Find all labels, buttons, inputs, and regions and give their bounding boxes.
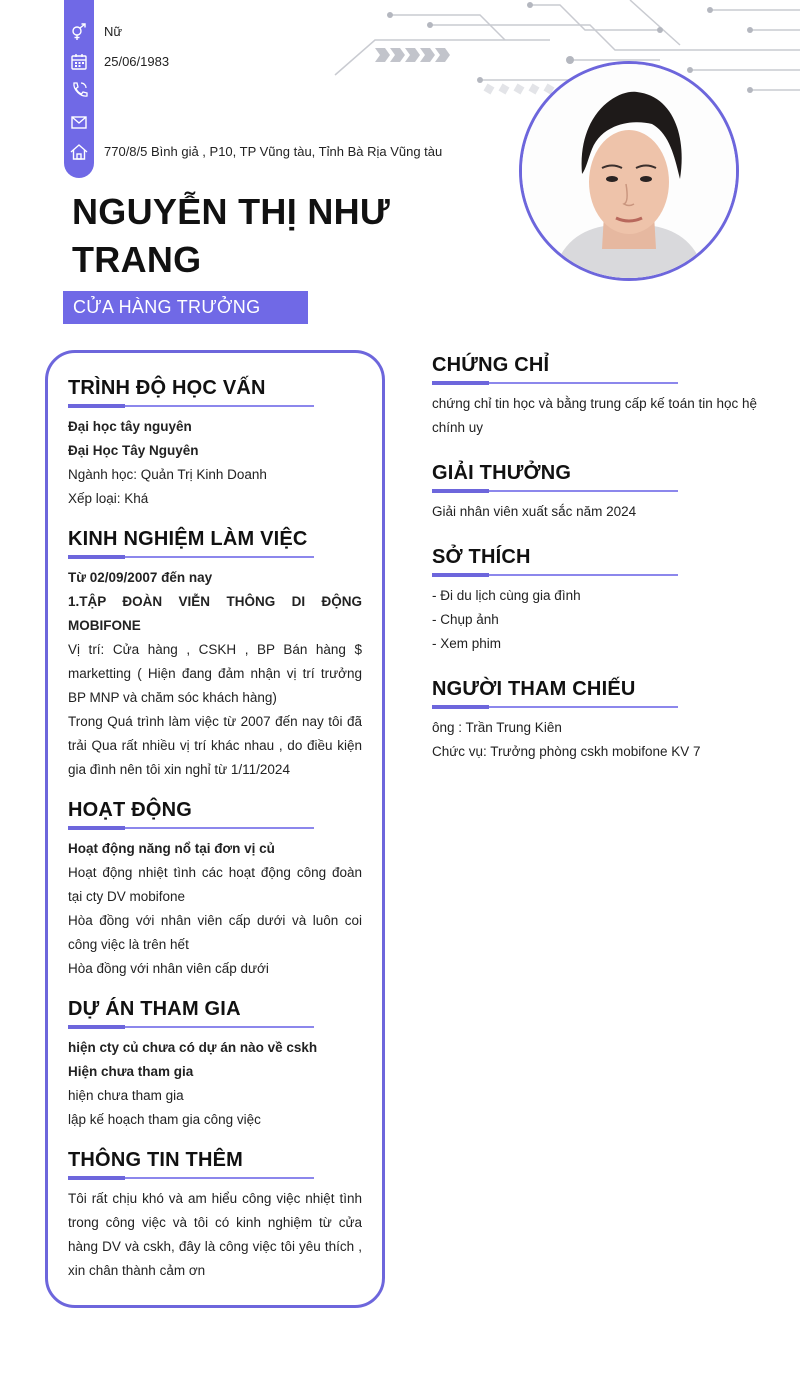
education-major: Ngành học: Quản Trị Kinh Doanh (68, 467, 267, 482)
certificates-text: chứng chỉ tin học và bằng trung cấp kế toán tin học hệ chính uy (432, 396, 758, 435)
home-icon (69, 143, 89, 161)
reference-job: Chức vụ: Trưởng phòng cskh mobifone KV 7 (432, 744, 701, 759)
section-underline (432, 706, 678, 708)
section-underline (432, 490, 678, 492)
projects-heading: DỰ ÁN THAM GIA (68, 998, 241, 1020)
references-heading: NGƯỜI THAM CHIẾU (432, 678, 636, 700)
section-underline (68, 1177, 314, 1179)
projects-section (68, 996, 362, 1132)
experience-section (68, 526, 362, 782)
education-heading: TRÌNH ĐỘ HỌC VẤN (68, 377, 266, 399)
awards-section (432, 460, 762, 524)
section-underline (68, 827, 314, 829)
references-section (432, 676, 762, 764)
job-title-banner: CỬA HÀNG TRƯỞNG (63, 291, 308, 324)
activities-section (68, 797, 362, 981)
portrait-photo (522, 64, 736, 278)
certificates-section (432, 352, 762, 440)
section-underline (68, 556, 314, 558)
section-underline (432, 382, 678, 384)
education-section (68, 375, 362, 511)
hobbies-heading: SỞ THÍCH (432, 546, 531, 568)
projects-subheading: hiện cty củ chưa có dự án nào về cskh (68, 1040, 318, 1055)
extra-info-text: Tôi rất chịu khó và am hiểu công việc nhiệt tình trong công việc và tôi có kinh nghiệm từ cửa hàng DV và cskh, đây là công việc tôi yêu thích , xin chân thành cảm ơn (68, 1191, 362, 1278)
activities-item: Hòa đồng với nhân viên cấp dưới (68, 961, 269, 976)
hobby-item: - Đi du lịch cùng gia đình (432, 588, 581, 603)
hobby-item: - Chụp ảnh (432, 612, 499, 627)
education-school: Đại học tây nguyên (68, 419, 192, 434)
awards-text: Giải nhân viên xuất sắc năm 2024 (432, 504, 637, 519)
calendar-icon (69, 53, 89, 71)
phone-icon (69, 81, 89, 99)
certificates-heading: CHỨNG CHỈ (432, 354, 550, 376)
projects-item: lập kế hoạch tham gia công việc (68, 1112, 261, 1127)
section-underline (68, 405, 314, 407)
extra-info-heading: THÔNG TIN THÊM (68, 1149, 244, 1171)
activities-item: Hoạt động nhiệt tình các hoạt động công đoàn tại cty DV mobifone (68, 865, 362, 904)
birthday-text: 25/06/1983 (104, 54, 170, 69)
address-text: 770/8/5 Bình giả , P10, TP Vũng tàu, Tỉnh Bà Rịa Vũng tàu (104, 144, 443, 159)
hobby-item: - Xem phim (432, 636, 502, 651)
experience-company: 1.TẬP ĐOÀN VIỄN THÔNG DI ĐỘNG MOBIFONE (68, 594, 362, 633)
projects-status: Hiện chưa tham gia (68, 1064, 194, 1079)
section-underline (68, 1026, 314, 1028)
experience-period: Từ 02/09/2007 đến nay (68, 570, 213, 585)
reference-person: ông : Trần Trung Kiên (432, 720, 562, 735)
experience-heading: KINH NGHIỆM LÀM VIỆC (68, 528, 308, 550)
activities-heading: HOẠT ĐỘNG (68, 799, 193, 821)
avatar (519, 61, 739, 281)
experience-note: Trong Quá trình làm việc từ 2007 đến nay tôi đã trải Qua rất nhiều vị trí khác nhau , do điều kiện gia đình nên tôi xin nghỉ từ 1/11/2024 (68, 714, 362, 777)
gender-icon (69, 23, 89, 41)
mail-icon (69, 114, 89, 132)
candidate-name: NGUYỄN THỊ NHƯ TRANG (72, 191, 391, 280)
awards-heading: GIẢI THƯỞNG (432, 462, 572, 484)
experience-role: Vị trí: Cửa hàng , CSKH , BP Bán hàng $ marketting ( Hiện đang đảm nhận vị trí trưởng BP MNP và chăm sóc khách hàng) (68, 642, 362, 705)
education-grade: Xếp loại: Khá (68, 491, 149, 506)
education-school-full: Đại Học Tây Nguyên (68, 443, 199, 458)
projects-item: hiện chưa tham gia (68, 1088, 184, 1103)
section-underline (432, 574, 678, 576)
gender-text: Nữ (104, 24, 123, 39)
extra-info-section (68, 1147, 362, 1283)
hobbies-section (432, 544, 762, 656)
activities-item: Hòa đồng với nhân viên cấp dưới và luôn coi công việc là trên hết (68, 913, 362, 952)
activities-subheading: Hoạt động năng nổ tại đơn vị củ (68, 841, 275, 856)
